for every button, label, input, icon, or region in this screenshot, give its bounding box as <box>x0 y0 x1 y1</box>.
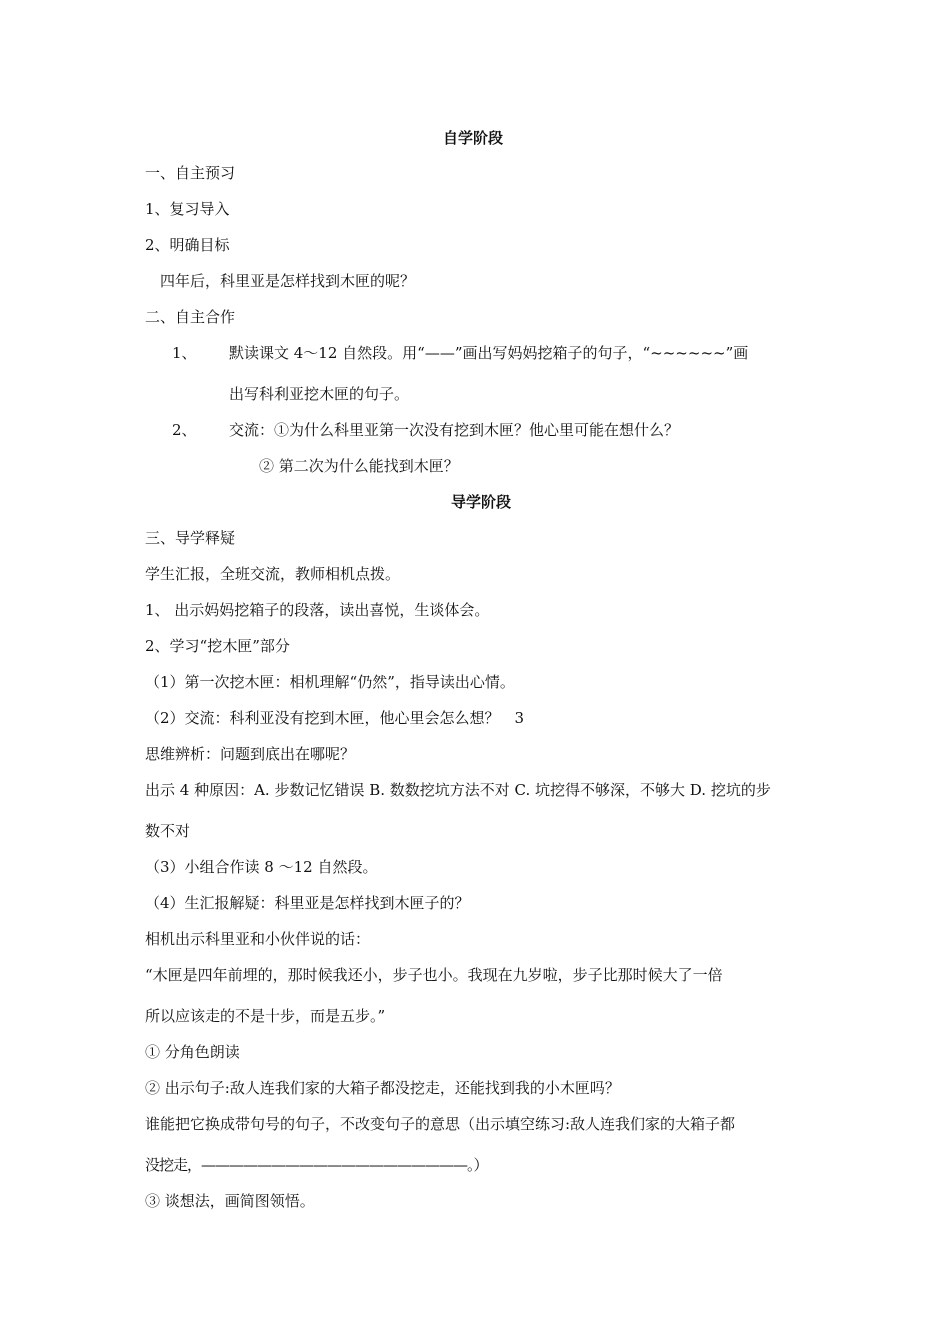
sub-item-4: （4）生汇报解疑：科里亚是怎样找到木匣子的？ <box>145 894 470 912</box>
exercise-line-2: 没挖走，———————————————————。） <box>145 1156 488 1174</box>
heading-self-study: 自学阶段 <box>443 129 504 147</box>
exercise-line-1: 谁能把它换成带句号的句子，不改变句子的意思（出示填空练习:敌人连我们家的大箱子都 <box>145 1115 736 1133</box>
task-discuss-line-2: ② 第二次为什么能找到木匣？ <box>259 457 459 475</box>
list-item-mom-digging: 1、 出示妈妈挖箱子的段落，读出喜悦，生谈体会。 <box>145 601 490 619</box>
sub-item-2: （2）交流：科利亚没有挖到木匣，他心里会怎么想？ 3 <box>145 709 525 727</box>
activity-drawing: ③ 谈想法，画简图领悟。 <box>145 1192 315 1210</box>
goal-question: 四年后，科里亚是怎样找到木匣的呢？ <box>160 272 416 290</box>
reasons-line-2: 数不对 <box>145 822 191 840</box>
section-title-preview: 一、自主预习 <box>145 164 236 182</box>
list-item-goal: 2、明确目标 <box>145 236 230 254</box>
list-item-dig-box: 2、学习“挖木匣”部分 <box>145 637 290 655</box>
quote-line-2: 所以应该走的不是十步，而是五步。” <box>145 1007 386 1025</box>
sub-item-1: （1）第一次挖木匣：相机理解“仍然”，指导读出心情。 <box>145 673 515 691</box>
paragraph-intro: 学生汇报，全班交流，教师相机点拨。 <box>145 565 401 583</box>
reasons-line-1: 出示 4 种原因：A. 步数记忆错误 B. 数数挖坑方法不对 C. 坑挖得不够深，不够大 D. 挖坑的步 <box>145 781 771 799</box>
task-reading-line-2: 出写科利亚挖木匣的句子。 <box>229 385 410 403</box>
list-item-review: 1、复习导入 <box>145 200 230 218</box>
quote-line-1: “木匣是四年前埋的，那时候我还小，步子也小。我现在九岁啦，步子比那时候大了一倍 <box>145 966 723 984</box>
list-number-1: 1、 <box>172 344 197 362</box>
section-title-cooperation: 二、自主合作 <box>145 308 236 326</box>
task-discuss-line-1: 交流：①为什么科里亚第一次没有挖到木匣？他心里可能在想什么？ <box>229 421 680 439</box>
list-number-2: 2、 <box>172 421 197 439</box>
activity-role-reading: ① 分角色朗读 <box>145 1043 240 1061</box>
section-title-guided: 三、导学释疑 <box>145 529 236 547</box>
sub-item-3: （3）小组合作读 8 ～12 自然段。 <box>145 858 378 876</box>
thinking-question: 思维辨析：问题到底出在哪呢？ <box>145 745 356 763</box>
activity-sentence: ② 出示句子:敌人连我们家的大箱子都没挖走，还能找到我的小木匣吗？ <box>145 1079 620 1097</box>
heading-guided-study: 导学阶段 <box>451 493 512 511</box>
task-reading-line-1: 默读课文 4～12 自然段。用“——”画出写妈妈挖箱子的句子，“~~~~~~”画 <box>229 344 749 362</box>
paragraph-show-words: 相机出示科里亚和小伙伴说的话： <box>145 930 371 948</box>
